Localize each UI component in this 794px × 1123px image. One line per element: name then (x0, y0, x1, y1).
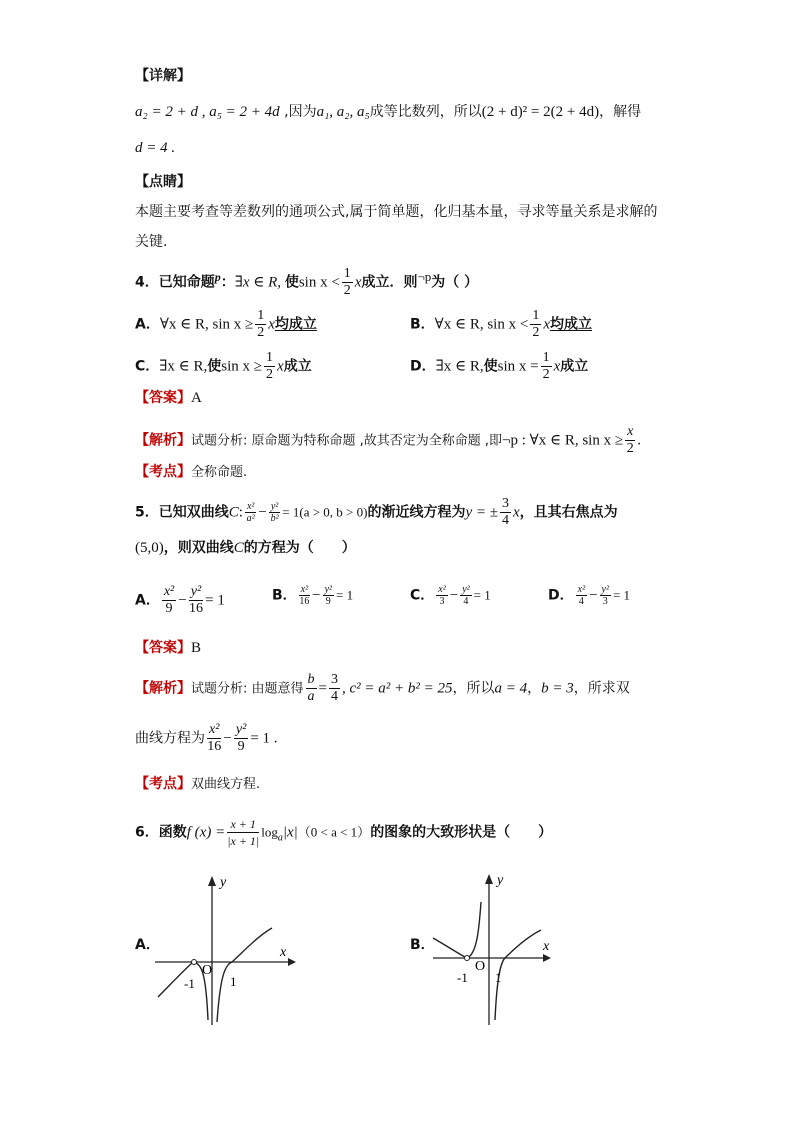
q5-point (135, 774, 260, 795)
math: = 1 . (250, 730, 278, 747)
frac-num: x (627, 424, 634, 439)
option-label: B． (272, 587, 297, 604)
frac-num: x² (438, 584, 446, 595)
math: f (x) = (186, 824, 226, 841)
text: 使 (483, 358, 498, 375)
fraction-half (541, 350, 552, 383)
frac-den: 2 (626, 441, 634, 456)
fraction (299, 584, 310, 607)
text: 成立 (283, 358, 312, 375)
frac-den: 4 (501, 513, 509, 528)
math-seq: a₁, a₂, a₅ (316, 104, 370, 120)
text: 双曲线方程. (191, 777, 261, 792)
math: = 1 (612, 587, 631, 603)
fraction-x-2 (625, 424, 635, 457)
frac-den: 16 (188, 601, 203, 616)
neg-one-label: -1 (457, 970, 468, 985)
text: 的方程为（ ） (243, 540, 356, 556)
math-notp: ¬p (417, 268, 432, 284)
option-label: A． (135, 316, 160, 333)
fraction-3-4 (500, 496, 511, 529)
option-label: D． (410, 358, 436, 375)
fraction (436, 584, 447, 607)
math-x: x (354, 274, 362, 291)
math: ¬p : ∀x ∈ R, sin x ≥ (502, 432, 624, 449)
fraction (207, 722, 221, 755)
option-label: A． (135, 592, 160, 609)
fraction-half (255, 308, 266, 341)
math-x: x (277, 358, 284, 375)
frac-num: x² (300, 584, 309, 595)
frac-den: 4 (463, 596, 469, 607)
math-result: d = 4 . (135, 140, 176, 156)
option-label: B． (410, 937, 435, 953)
frac-den: 9 (165, 601, 173, 616)
y-axis-label: y (220, 875, 227, 890)
text: 为（ ） (431, 274, 479, 291)
math-x: x (543, 316, 550, 333)
math: = 1(a > 0, b > 0) (282, 504, 368, 520)
frac-num: x² (577, 584, 586, 595)
q4-answer (135, 388, 202, 408)
math: |x| (282, 824, 298, 841)
text: 成立 (560, 358, 589, 375)
math: （0 < a < 1） (297, 824, 371, 840)
math: = (318, 680, 327, 697)
fraction-y2-b2: $\frac{\text{y²}}{\text{b²}}$ (270, 501, 279, 524)
q5-option-d[interactable]: D． $\frac{\text{x²}}{4}$ − $\frac{\text{y²}}{3}$ = 1 (548, 584, 631, 607)
math: sin x ≥ (221, 358, 263, 375)
frac-den: 4 (578, 596, 584, 607)
frac-den: 3 (602, 596, 608, 607)
q6-graph-a (150, 870, 300, 1030)
frac-num: x² (163, 584, 175, 599)
frac-den: 2 (542, 367, 550, 382)
math: = 1 (336, 587, 354, 603)
fraction (162, 584, 176, 617)
q4-stem (135, 266, 478, 299)
frac-den: 9 (237, 739, 245, 754)
text: 的图象的大致形状是（ ） (370, 824, 553, 841)
math: sin x = (497, 358, 539, 375)
frac-num: x + 1 (227, 816, 259, 833)
frac-num: y² (324, 584, 333, 595)
one-label: 1 (230, 974, 237, 989)
math-focus: (5,0) (135, 540, 164, 556)
detail-heading (135, 66, 191, 86)
fraction-half (530, 308, 541, 341)
q4-point (135, 462, 247, 483)
frac-num: y² (601, 584, 609, 595)
text: 使 (284, 274, 299, 291)
option-label: D． (548, 587, 574, 604)
text: 试题分析: 原命题为特称命题 ,故其否定为全称命题 ,即 (191, 433, 503, 449)
math: ∀x ∈ R, sin x ≥ (159, 316, 254, 333)
text: 成立．则 (361, 274, 418, 291)
frac-den: |x + 1| (227, 834, 260, 848)
point-tag: 【考点】 (135, 464, 191, 480)
text: 曲线方程为 (135, 730, 205, 747)
text: . (637, 432, 642, 449)
text: 已知双曲线 (158, 504, 229, 521)
math-C: C (228, 504, 239, 521)
frac-den: 9 (325, 596, 331, 607)
q5-analysis-line-1: 【解析】试题分析: 由题意得 $\frac{b}{a}$ = $\frac{3}{4}$ , c² = a² + b² = 25，所以a = 4，b = 3，所求双 (135, 672, 630, 704)
comment-tag: 【点睛】 (135, 174, 191, 190)
fraction (189, 584, 203, 617)
analysis-tag: 【解析】 (135, 680, 191, 697)
q5-stem-line-2 (135, 538, 356, 558)
fraction (234, 722, 248, 755)
frac-den: 2 (532, 325, 540, 340)
x-axis-label: x (543, 939, 550, 954)
origin-label: O (202, 963, 213, 978)
q4-analysis (135, 424, 641, 457)
math: ∃x ∈ R, (159, 358, 208, 375)
frac-num: y² (462, 584, 470, 595)
fraction-half (264, 350, 275, 383)
q6-number: 6． (135, 824, 159, 841)
fraction (323, 584, 334, 607)
frac-den: 4 (330, 689, 338, 704)
math-a2-a5: a₂ = 2 + d , a₅ = 2 + 4d (135, 104, 280, 120)
option-label: C． (410, 587, 435, 604)
text: ，且其右焦点为 (519, 504, 618, 521)
math-x: x (512, 504, 520, 521)
detail-line-2 (135, 138, 175, 158)
q5-option-a[interactable]: A． $\frac{\text{x²}}{9}$ − $\frac{\text{y²}}{16}$ = 1 (135, 584, 225, 616)
frac-den: 3 (439, 596, 445, 607)
detail-line-1 (135, 102, 641, 122)
text: ,因为 (279, 104, 317, 120)
math-log: log (261, 824, 278, 840)
q4-option-d[interactable] (410, 350, 588, 383)
math: y = ± (465, 504, 498, 521)
math: b = 3 (541, 680, 574, 697)
math: = 1 (473, 587, 491, 603)
text: 的渐近线方程为 (367, 504, 466, 521)
math: , c² = a² + b² = 25 (341, 680, 453, 697)
math: ∀x ∈ R, sin x < (434, 316, 529, 333)
text: ，所以 (452, 680, 495, 697)
frac-num: 3 (501, 496, 509, 511)
math: ∃x ∈ R, (435, 358, 484, 375)
q4-number: 4． (135, 274, 159, 291)
text: 函数 (158, 824, 187, 841)
q4-option-a[interactable] (135, 308, 317, 341)
answer-tag: 【答案】 (135, 640, 191, 656)
curve-right (495, 930, 541, 1020)
point-tag: 【考点】 (135, 776, 191, 792)
q5-stem-line-1: 5．已知双曲线C: $\frac{\text{x²}}{\text{a²}}$ − $\frac{\text{y²}}{\text{b²}}$ = 1(a > 0, b > 0)的渐近线方程为y = ± $\frac{3}{4}$ x，且其右焦点为 (135, 496, 618, 528)
frac-num: 3 (330, 672, 338, 687)
frac-den: 2 (343, 283, 351, 298)
q5-option-c[interactable]: C． $\frac{\text{x²}}{3}$ − $\frac{\text{y²}}{4}$ = 1 (410, 584, 491, 607)
y-axis-label: y (497, 873, 504, 888)
frac-num: 1 (343, 266, 351, 281)
math-x: x (268, 316, 275, 333)
origin-label: O (475, 959, 486, 974)
fraction (227, 816, 259, 849)
open-point (465, 956, 470, 961)
curve-mid (469, 902, 481, 957)
answer-tag: 【答案】 (135, 390, 191, 406)
frac-num: y² (190, 584, 202, 599)
math: a (277, 832, 283, 844)
q5-answer (135, 638, 201, 658)
text: 均成立 (274, 316, 317, 333)
frac-num: y² (235, 722, 247, 737)
comment-line-2: 关键. (135, 234, 168, 250)
math-C: C (233, 540, 244, 556)
option-label: A． (135, 937, 160, 953)
frac-den: a (307, 689, 315, 704)
math: a = 4 (494, 680, 528, 697)
math-equation: (2 + d)² = 2(2 + 4d) (481, 104, 600, 120)
fraction-3-4 (329, 672, 340, 705)
q4-option-c[interactable] (135, 350, 312, 383)
text: ： (220, 274, 235, 291)
math: sin x < (298, 274, 340, 291)
q5-option-b[interactable]: B． $\frac{\text{x²}}{16}$ − $\frac{\text{y²}}{9}$ = 1 (272, 584, 354, 607)
math-x: x (553, 358, 561, 375)
answer-value: B (191, 640, 202, 656)
frac-den: 16 (207, 739, 222, 754)
frac-num: 1 (266, 350, 274, 365)
frac-num: 1 (542, 350, 550, 365)
fraction (600, 584, 611, 607)
fraction (576, 584, 587, 607)
curve-right (217, 928, 272, 1022)
frac-num: 1 (532, 308, 540, 323)
text: ，所求双 (573, 680, 630, 697)
q5-number: 5． (135, 504, 159, 521)
frac-num: b (307, 672, 315, 687)
frac-den: 2 (266, 367, 274, 382)
x-axis-label: x (280, 945, 287, 960)
fraction-x2-a2: $\frac{\text{x²}}{\text{a²}}$ (246, 501, 255, 524)
analysis-tag: 【解析】 (135, 432, 191, 449)
q5-analysis-line-2: 曲线方程为 $\frac{\text{x²}}{16}$ − $\frac{\text{y²}}{9}$ = 1 . (135, 722, 278, 754)
detail-tag: 【详解】 (135, 68, 191, 84)
neg-one-label: -1 (184, 976, 195, 991)
comment-heading (135, 172, 191, 192)
math: = 1 (205, 592, 225, 609)
text: 全称命题. (191, 465, 248, 480)
q4-option-b[interactable] (410, 308, 592, 341)
q6-stem (135, 816, 552, 849)
text: ，则双曲线 (163, 540, 234, 556)
text: ，解得 (599, 104, 642, 120)
fraction (460, 584, 471, 607)
text: 均成立 (549, 316, 592, 333)
option-label: C． (135, 358, 160, 375)
frac-num: x² (209, 722, 220, 737)
frac-num: 1 (257, 308, 265, 323)
option-label: B． (410, 316, 435, 333)
frac-den: 16 (299, 596, 310, 607)
frac-den: 2 (257, 325, 265, 340)
math: ∃x ∈ R, (234, 274, 285, 291)
answer-value: A (191, 390, 202, 406)
text: 成等比数列，所以 (369, 104, 482, 120)
text: 试题分析: 由题意得 (191, 681, 304, 697)
text: 使 (207, 358, 222, 375)
curve-left (433, 938, 465, 957)
one-label: 1 (495, 970, 502, 985)
fraction-b-a (306, 672, 317, 705)
text: 已知命题 (158, 274, 215, 291)
math-p: p (214, 269, 221, 284)
open-point (192, 960, 197, 965)
fraction-half (342, 266, 353, 299)
comment-line-1: 本题主要考查等差数列的通项公式,属于简单题，化归基本量，寻求等量关系是求解的 (135, 204, 658, 220)
q6-graph-b (425, 870, 565, 1030)
